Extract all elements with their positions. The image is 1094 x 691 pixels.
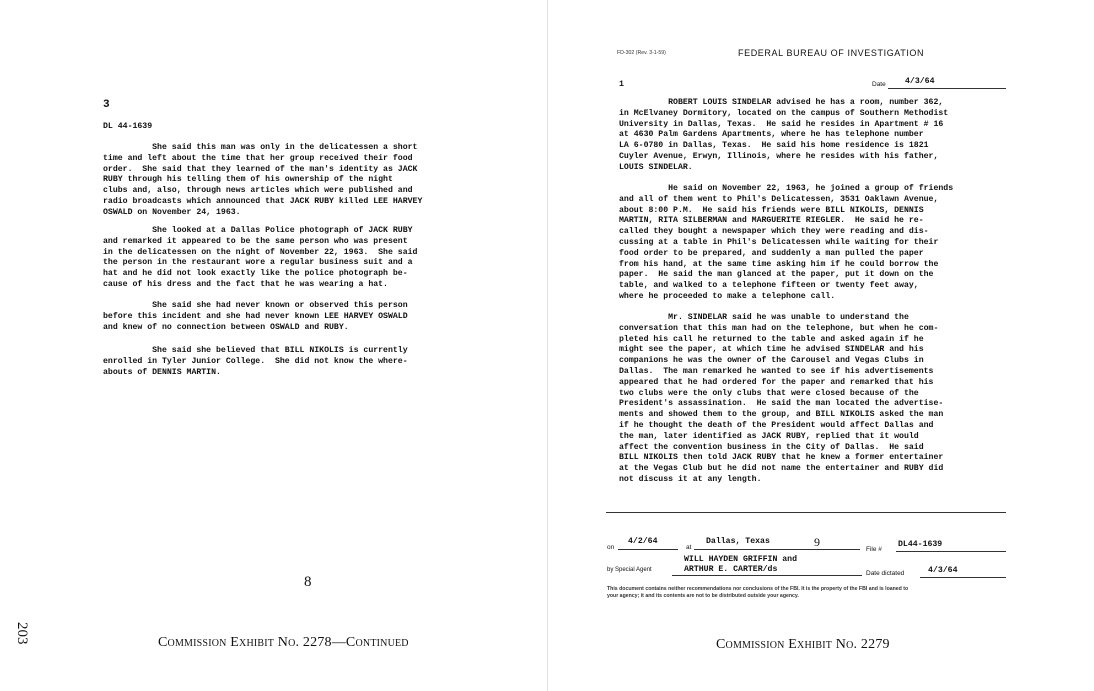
left-file-ref: DL 44-1639: [103, 122, 153, 131]
disclaimer: This document contains neither recommendations nor conclusions of the FBI. It is the property of the FBI and is loaned to your agency; it and its contents are not to be distributed outside your agency.: [607, 586, 909, 599]
right-page-mark: 1: [619, 80, 624, 89]
agency-header: FEDERAL BUREAU OF INVESTIGATION: [738, 48, 925, 58]
left-paragraph-1: She said this man was only in the delicatessen a short time and left about the time that her group received their food order. She said that they learned of the man's identity as JACK RUBY through his telling them of his ownership of the night clubs and, also, through news articles which were published and radio broadcasts which announced that JACK RUBY killed LEE HARVEY OSWALD on November 24, 1963.: [103, 143, 423, 217]
handwritten-mark: 9: [814, 535, 820, 549]
left-page-number: 8: [304, 574, 312, 590]
dictated-label: Date dictated: [866, 570, 905, 577]
agent-label: by Special Agent: [607, 567, 652, 573]
right-paragraph-2: He said on November 22, 1963, he joined a group of friends and all of them went to Phil's Delicatessen, 3531 Oaklawn Avenue, about 8:00 P.M. He said his friends were BILL NIKOLIS, DENNIS MARTIN, RITA SILBERMAN and MARGUERITE RIEGLER. He said he re- called they bought a newspaper which they were reading and dis- cussing at a table in Phil's Delicatessen while waiting for their food order to be prepared, and suddenly a man pulled the paper from his hand, at the same time asking him if he could borrow the paper. He said the man glanced at the paper, put it down on the table, and walked to a telephone fifteen or twenty feet away, where he proceeded to make a telephone call.: [619, 184, 954, 301]
left-paragraph-2: She looked at a Dallas Police photograph of JACK RUBY and remarked it appeared to be the same person who was present in the delicatessen on the night of November 22, 1963. She said the person in the restaurant wore a regular business suit and a hat and he did not look exactly like the police photograph be- cause of his dress and the fact that he was wearing a hat.: [103, 226, 418, 289]
agent-line-1: WILL HAYDEN GRIFFIN and: [684, 555, 798, 564]
at-label: at: [686, 544, 692, 551]
page-divider: [547, 0, 548, 691]
right-paragraph-1: ROBERT LOUIS SINDELAR advised he has a room, number 362, in McElvaney Dormitory, located on the campus of Southern Methodist University in Dallas, Texas. He said he resides in Apartment # 16 at 4630 Palm Gardens Apartments, where he has telephone number LA 6-0780 in Dallas, Texas. He said his home residence is 1821 Cuyler Avenue, Erwyn, Illinois, where he resides with his father, LOUIS SINDELAR.: [619, 98, 949, 172]
date-label: Date: [872, 81, 886, 88]
on-underline: [618, 549, 678, 550]
left-page-mark: 3: [103, 99, 110, 111]
side-page-number: 203: [14, 622, 30, 645]
file-underline: [896, 551, 1006, 552]
footer-rule: [606, 512, 1006, 513]
on-label: on: [607, 544, 615, 551]
right-caption: Commission Exhibit No. 2279: [716, 637, 890, 652]
agent-underline: [672, 575, 862, 576]
dictated-underline: [920, 577, 1006, 578]
at-underline: [694, 549, 860, 550]
right-paragraph-3: Mr. SINDELAR said he was unable to understand the conversation that this man had on the telephone, but when he com- pleted his call he returned to the table and asked again if he might see the paper, at which time he advised SINDELAR and his companions he was the owner of the Carousel and Vegas Clubs in Dallas. The man remarked he wanted to see if his advertisements appeared that he had ordered for the paper and remarked that his two clubs were the only clubs that were closed because of the President's assassination. He said the man located the advertise- ments and showed them to the group, and BILL NIKOLIS asked the man if he thought the death of the President would affect Dallas and the man, later identified as JACK RUBY, replied that it would affect the convention business in the City of Dallas. He said BILL NIKOLIS then told JACK RUBY that he knew a former entertainer at the Vegas Club but he did not name the entertainer and RUBY did not discuss it at any length.: [619, 313, 944, 484]
date-underline: [888, 88, 1006, 89]
left-paragraph-3: She said she had never known or observed this person before this incident and she had never known LEE HARVEY OSWALD and knew of no connection between OSWALD and RUBY.: [103, 301, 408, 332]
on-value: 4/2/64: [628, 537, 658, 546]
left-paragraph-4: She said she believed that BILL NIKOLIS is currently enrolled in Tyler Junior College. She did not know the where- abouts of DENNIS MARTIN.: [103, 346, 408, 377]
left-caption: Commission Exhibit No. 2278—Continued: [158, 635, 409, 650]
agent-line-2: ARTHUR E. CARTER/ds: [684, 565, 778, 574]
form-number: FD-302 (Rev. 3-1-59): [617, 50, 666, 56]
dictated-value: 4/3/64: [928, 566, 958, 575]
file-value: DL44-1639: [898, 540, 943, 549]
at-value: Dallas, Texas: [706, 537, 770, 546]
date-value: 4/3/64: [905, 77, 935, 86]
file-label: File #: [866, 546, 882, 553]
